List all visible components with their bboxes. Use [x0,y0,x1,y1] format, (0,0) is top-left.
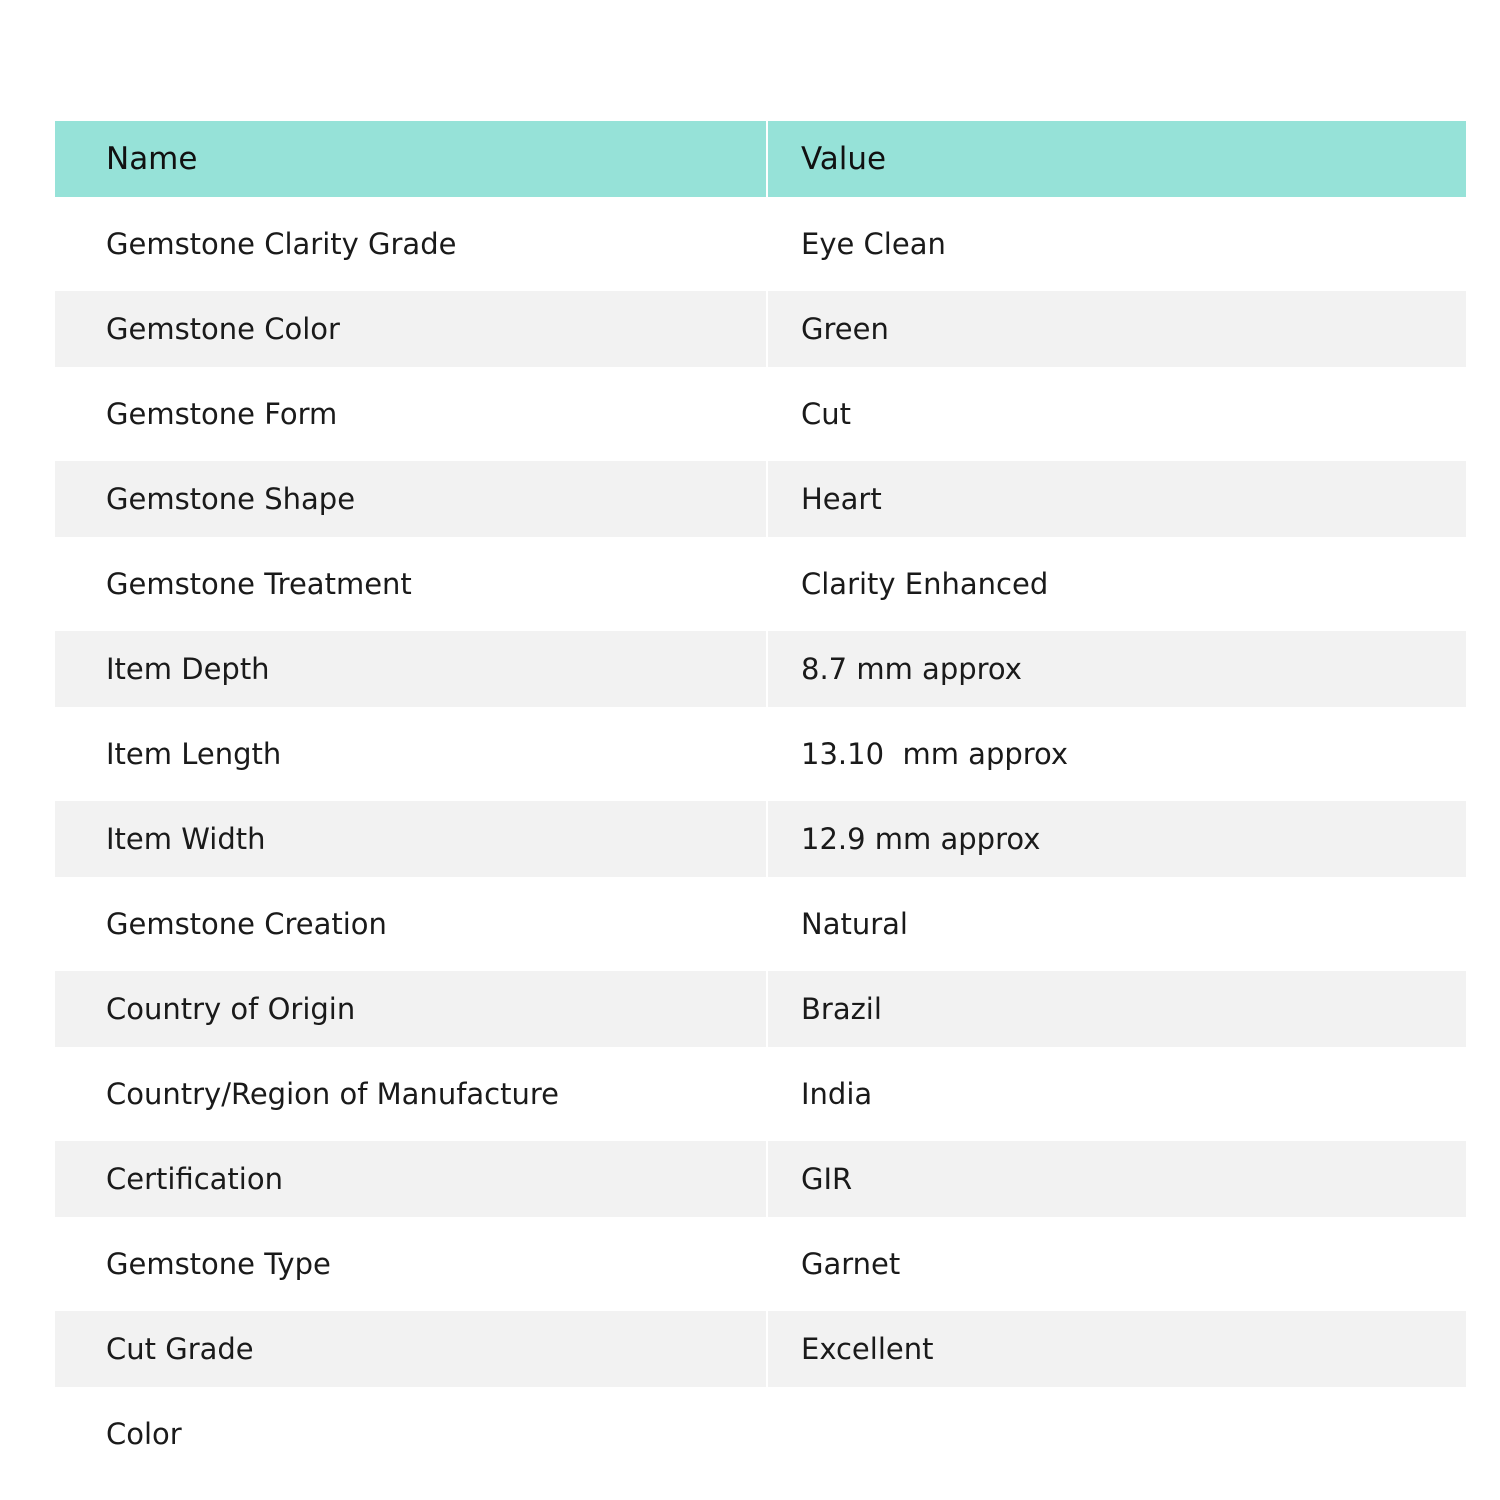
row-name-cell: Gemstone Shape [55,461,766,537]
row-name-cell: Gemstone Type [55,1217,766,1302]
row-value-cell: 12.9 mm approx [768,801,1466,877]
row-name-cell: Gemstone Treatment [55,537,766,622]
table-row [55,801,1466,877]
table-row [55,1387,1466,1472]
row-value-cell: Natural [768,877,1466,962]
row-value-cell: Eye Clean [768,197,1466,282]
table-row [55,631,1466,707]
table-row [55,291,1466,367]
table-row [55,1141,1466,1217]
table-header-row [55,121,1466,197]
row-value-cell: Green [768,291,1466,367]
row-value-cell: Heart [768,461,1466,537]
table-row [55,1217,1466,1302]
table-row [55,971,1466,1047]
row-value-cell: Garnet [768,1217,1466,1302]
row-value-cell: GIR [768,1141,1466,1217]
name-column-header: Name [55,121,766,197]
row-name-cell: Country of Origin [55,971,766,1047]
specifications-table [55,121,1466,1472]
row-name-cell: Item Depth [55,631,766,707]
row-name-cell: Certification [55,1141,766,1217]
table-row [55,197,1466,282]
table-row [55,877,1466,962]
row-value-cell: India [768,1047,1466,1132]
table-row [55,461,1466,537]
row-value-cell: 8.7 mm approx [768,631,1466,707]
table-row [55,1311,1466,1387]
row-value-cell: 13.10 mm approx [768,707,1466,792]
row-name-cell: Gemstone Creation [55,877,766,962]
row-value-cell: Excellent [768,1311,1466,1387]
row-name-cell: Item Width [55,801,766,877]
row-name-cell: Gemstone Color [55,291,766,367]
row-name-cell: Gemstone Clarity Grade [55,197,766,282]
table-row [55,707,1466,792]
row-name-cell: Color [55,1387,766,1472]
row-name-cell: Item Length [55,707,766,792]
row-name-cell: Gemstone Form [55,367,766,452]
table-row [55,367,1466,452]
table-row [55,1047,1466,1132]
value-column-header: Value [768,121,1466,197]
row-name-cell: Country/Region of Manufacture [55,1047,766,1132]
row-value-cell: Cut [768,367,1466,452]
row-value-cell: Clarity Enhanced [768,537,1466,622]
row-value-cell [768,1387,1466,1472]
row-value-cell: Brazil [768,971,1466,1047]
row-name-cell: Cut Grade [55,1311,766,1387]
table-row [55,537,1466,622]
